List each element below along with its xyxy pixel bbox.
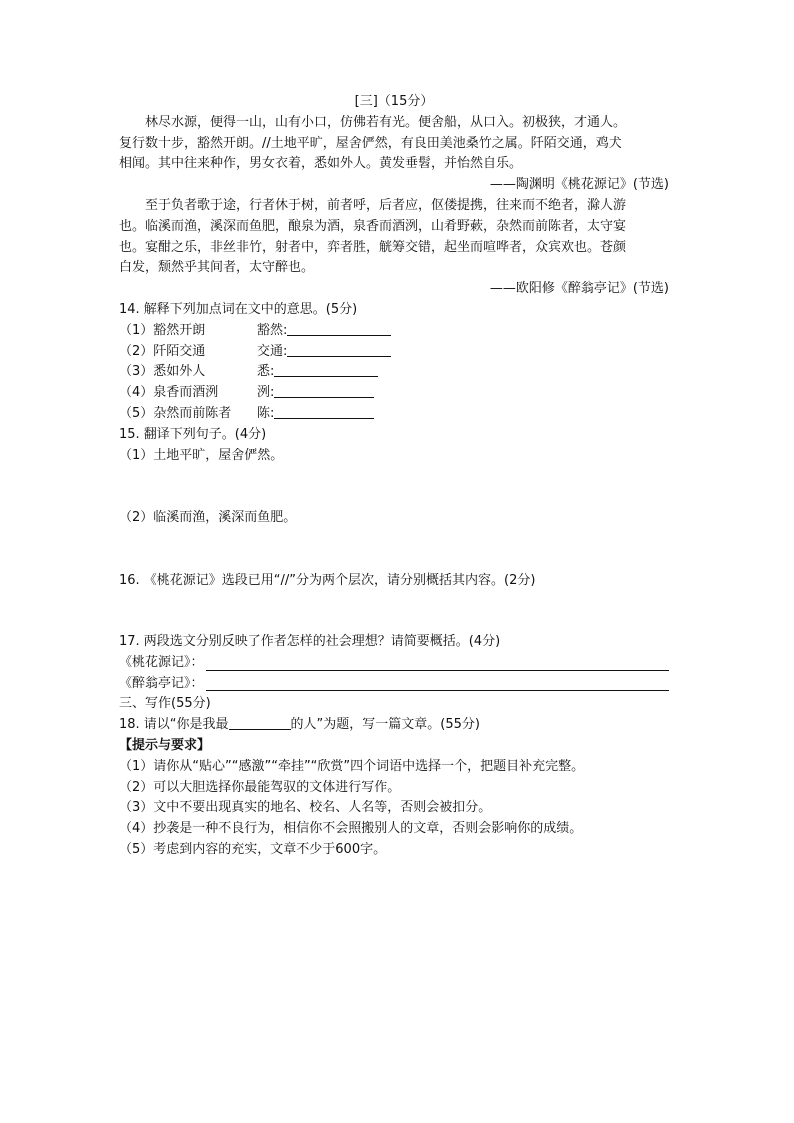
- question-14-title: 14. 解释下列加点词在文中的意思。(5分): [119, 301, 358, 317]
- q15-sentence: （2）临溪而渔，溪深而鱼肥。: [119, 510, 297, 526]
- tip-item: （4）抄袭是一种不良行为，相信你不会照搬别人的文章，否则会影响你的成绩。: [119, 821, 583, 837]
- question-15-title: 15. 翻译下列句子。(4分): [119, 426, 267, 442]
- title-blank[interactable]: [229, 715, 291, 730]
- passage2-line: 至于负者歌于途，行者休于树，前者呼，后者应，伛偻提携，往来而不绝者，滁人游: [145, 197, 627, 213]
- q15-sentence: （1）土地平旷，屋舍俨然。: [119, 447, 284, 463]
- q17-answer-label: 《桃花源记》：: [119, 654, 204, 670]
- q18-title-post: 的人”为题，写一篇文章。(55分): [290, 717, 480, 733]
- tips-heading: 【提示与要求】: [119, 737, 211, 753]
- answer-blank[interactable]: [274, 383, 374, 398]
- q14-item-label: （5）杂然而前陈者: [119, 405, 232, 421]
- tip-item: （1）请你从“贴心”“感激”“牵挂”“欣赏”四个词语中选择一个，把题目补充完整。: [119, 758, 585, 774]
- q14-item-word: 悉:: [257, 364, 275, 380]
- q14-item-word: 豁然:: [257, 322, 288, 338]
- q17-answer-row: [119, 653, 669, 674]
- q14-item: [119, 362, 669, 383]
- passage1-line: 林尽水源，便得一山，山有小口，仿佛若有光。便舍船，从口入。初极狭，才通人。: [145, 114, 627, 130]
- answer-line[interactable]: [206, 655, 669, 671]
- answer-blank[interactable]: [274, 404, 374, 419]
- q14-item-label: （2）阡陌交通: [119, 343, 206, 359]
- passage2-line: 也。宴酣之乐，非丝非竹，射者中，弈者胜，觥筹交错，起坐而喧哗者，众宾欢也。苍颜: [119, 239, 627, 255]
- exam-page: [119, 92, 669, 861]
- tip-item: （5）考虑到内容的充实，文章不少于600字。: [119, 841, 387, 857]
- passage2-source: ——欧阳修《醉翁亭记》(节选): [489, 281, 669, 297]
- answer-blank[interactable]: [287, 321, 391, 336]
- q14-item: [119, 383, 669, 404]
- passage2-line: 白发，颓然乎其间者，太守醉也。: [119, 260, 315, 276]
- q17-answer-row: [119, 674, 669, 695]
- writing-section-heading: 三、写作(55分): [119, 696, 211, 712]
- q14-item-label: （1）豁然开朗: [119, 322, 206, 338]
- question-16-title: 16. 《桃花源记》选段已用“//”分为两个层次，请分别概括其内容。(2分): [119, 573, 536, 589]
- q14-item-label: （3）悉如外人: [119, 364, 206, 380]
- answer-line[interactable]: [206, 675, 669, 691]
- answer-space[interactable]: [119, 466, 669, 508]
- answer-space[interactable]: [119, 529, 669, 571]
- question-17-title: 17. 两段选文分别反映了作者怎样的社会理想？请简要概括。(4分): [119, 633, 501, 649]
- q14-item: [119, 321, 669, 342]
- passage1-line: 相闻。其中往来种作，男女衣着，悉如外人。黄发垂髫，并怡然自乐。: [119, 156, 523, 172]
- question-18-title: [119, 715, 669, 736]
- passage2-line: 也。临溪而渔，溪深而鱼肥，酿泉为酒，泉香而酒洌，山肴野蔌，杂然而前陈者，太守宴: [119, 218, 627, 234]
- q17-answer-label: 《醉翁亭记》：: [119, 675, 204, 691]
- answer-blank[interactable]: [274, 362, 378, 377]
- section-heading: [三]（15分）: [354, 94, 434, 109]
- q14-item-label: （4）泉香而酒洌: [119, 385, 219, 401]
- passage1-source: ——陶渊明《桃花源记》(节选): [489, 177, 669, 193]
- q14-item-word: 交通:: [257, 343, 288, 359]
- q14-item: [119, 404, 669, 425]
- tip-item: （2）可以大胆选择你最能驾驭的文体进行写作。: [119, 779, 401, 795]
- q14-item-word: 洌:: [257, 385, 275, 401]
- passage1-line: 复行数十步，豁然开朗。//土地平旷，屋舍俨然，有良田美池桑竹之属。阡陌交通，鸡犬: [119, 135, 622, 151]
- tip-item: （3）文中不要出现真实的地名、校名、人名等，否则会被扣分。: [119, 800, 492, 816]
- q18-title-pre: 18. 请以“你是我最: [119, 717, 229, 733]
- q14-item: [119, 342, 669, 363]
- answer-blank[interactable]: [287, 342, 391, 357]
- answer-space[interactable]: [119, 592, 669, 632]
- q14-item-word: 陈:: [257, 405, 275, 421]
